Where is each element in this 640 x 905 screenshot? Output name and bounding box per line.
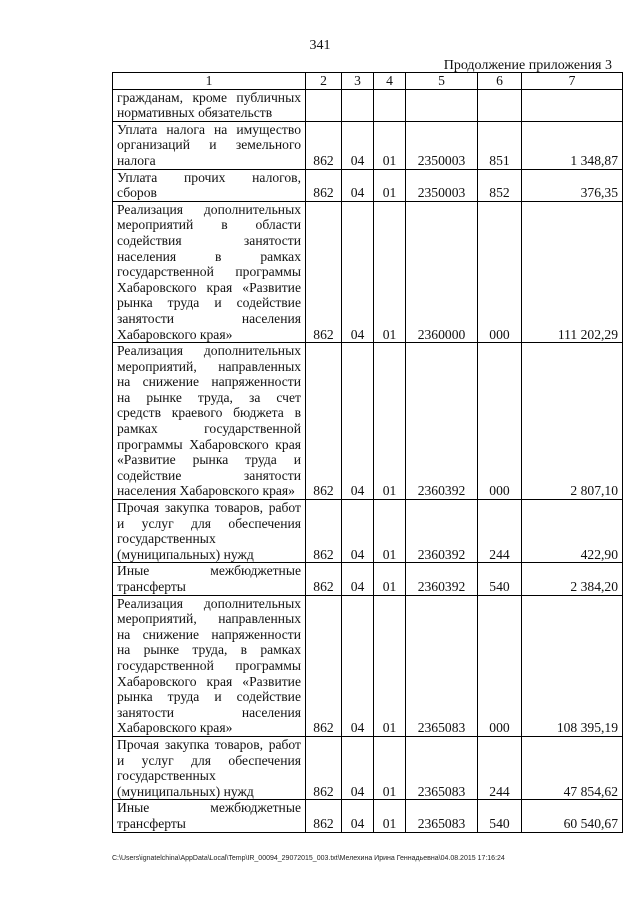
row-ministry-code: 862 bbox=[306, 121, 342, 169]
row-subsection-code bbox=[374, 89, 406, 121]
row-ministry-code: 862 bbox=[306, 343, 342, 500]
row-name-line: занятости населения bbox=[117, 704, 301, 720]
row-ministry-code: 862 bbox=[306, 800, 342, 832]
row-name-line: трансферты bbox=[117, 815, 186, 831]
row-subsection-code: 01 bbox=[374, 500, 406, 563]
row-target-code: 2360000 bbox=[406, 201, 478, 342]
row-name-line: программы Хабаровского края bbox=[117, 436, 301, 452]
row-section-code: 04 bbox=[342, 736, 374, 799]
row-amount: 111 202,29 bbox=[522, 201, 623, 342]
row-name-line: на снижение напряженности bbox=[117, 626, 301, 642]
row-name-line: содействие занятости bbox=[117, 467, 301, 483]
row-target-code: 2360392 bbox=[406, 563, 478, 595]
row-name-line: занятости населения bbox=[117, 310, 301, 326]
row-expense-type: 244 bbox=[478, 500, 522, 563]
row-section-code: 04 bbox=[342, 343, 374, 500]
row-name-line: на рынке труда, за счет bbox=[117, 389, 301, 405]
row-name-cell bbox=[113, 563, 306, 595]
row-name-cell bbox=[113, 89, 306, 121]
row-subsection-code: 01 bbox=[374, 169, 406, 201]
row-section-code: 04 bbox=[342, 563, 374, 595]
row-section-code: 04 bbox=[342, 800, 374, 832]
budget-table bbox=[112, 72, 623, 833]
row-expense-type: 244 bbox=[478, 736, 522, 799]
row-amount: 376,35 bbox=[522, 169, 623, 201]
row-name-line: населения Хабаровского края» bbox=[117, 483, 295, 499]
header-col-4: 4 bbox=[374, 73, 406, 90]
row-name-line: государственной программы bbox=[117, 264, 301, 280]
row-name-line: и услуг для обеспечения bbox=[117, 752, 301, 768]
row-name-cell bbox=[113, 736, 306, 799]
row-expense-type: 000 bbox=[478, 595, 522, 736]
file-path-footer: C:\Users\ignatelchina\AppData\Local\Temp\IR_00094_29072015_003.txt\Мелехина Ирина Геннадьевна\04.08.2015 17:16:24 bbox=[112, 855, 505, 862]
row-name-line: Уплата прочих налогов, bbox=[117, 169, 301, 185]
table-row bbox=[113, 169, 623, 201]
row-target-code: 2365083 bbox=[406, 595, 478, 736]
row-ministry-code: 862 bbox=[306, 169, 342, 201]
row-section-code: 04 bbox=[342, 595, 374, 736]
row-section-code: 04 bbox=[342, 169, 374, 201]
header-col-7: 7 bbox=[522, 73, 623, 90]
table-row bbox=[113, 201, 623, 342]
row-subsection-code: 01 bbox=[374, 343, 406, 500]
row-name-line: Хабаровского края» bbox=[117, 326, 233, 342]
row-name-line: на рынке труда, в рамках bbox=[117, 642, 301, 658]
row-amount: 2 807,10 bbox=[522, 343, 623, 500]
row-ministry-code: 862 bbox=[306, 736, 342, 799]
row-name-cell bbox=[113, 500, 306, 563]
row-name-line: рынка труда и содействие bbox=[117, 689, 301, 705]
row-subsection-code: 01 bbox=[374, 121, 406, 169]
row-name-line: и услуг для обеспечения bbox=[117, 515, 301, 531]
row-subsection-code: 01 bbox=[374, 736, 406, 799]
row-name-cell bbox=[113, 201, 306, 342]
row-name-line: средств краевого бюджета в bbox=[117, 405, 301, 421]
row-name-line: государственных bbox=[117, 768, 216, 784]
row-name-line: населения в рамках bbox=[117, 248, 301, 264]
row-amount: 47 854,62 bbox=[522, 736, 623, 799]
row-expense-type: 851 bbox=[478, 121, 522, 169]
header-col-6: 6 bbox=[478, 73, 522, 90]
row-subsection-code: 01 bbox=[374, 563, 406, 595]
row-expense-type: 852 bbox=[478, 169, 522, 201]
row-expense-type: 540 bbox=[478, 563, 522, 595]
row-name-line: Реализация дополнительных bbox=[117, 343, 301, 359]
row-name-line: содействия занятости bbox=[117, 232, 301, 248]
row-name-cell bbox=[113, 595, 306, 736]
table-row bbox=[113, 800, 623, 832]
table-row bbox=[113, 500, 623, 563]
row-name-line: Прочая закупка товаров, работ bbox=[117, 500, 301, 516]
header-col-5: 5 bbox=[406, 73, 478, 90]
row-expense-type: 000 bbox=[478, 343, 522, 500]
row-ministry-code: 862 bbox=[306, 500, 342, 563]
row-name-line: государственной программы bbox=[117, 657, 301, 673]
row-ministry-code bbox=[306, 89, 342, 121]
row-name-line: нормативных обязательств bbox=[117, 105, 273, 121]
row-amount: 2 384,20 bbox=[522, 563, 623, 595]
table-row bbox=[113, 563, 623, 595]
row-target-code: 2360392 bbox=[406, 500, 478, 563]
table-row bbox=[113, 121, 623, 169]
row-section-code: 04 bbox=[342, 121, 374, 169]
row-name-line: (муниципальных) нужд bbox=[117, 546, 254, 562]
row-target-code: 2360392 bbox=[406, 343, 478, 500]
page-number: 341 bbox=[309, 38, 331, 53]
row-name-line: трансферты bbox=[117, 579, 186, 594]
row-expense-type: 540 bbox=[478, 800, 522, 832]
row-target-code: 2365083 bbox=[406, 736, 478, 799]
row-target-code: 2350003 bbox=[406, 169, 478, 201]
row-name-line: Уплата налога на имущество bbox=[117, 121, 301, 137]
row-name-line: Иные межбюджетные bbox=[117, 800, 301, 816]
row-name-line: мероприятий, направленных bbox=[117, 358, 301, 374]
row-ministry-code: 862 bbox=[306, 563, 342, 595]
row-name-line: Хабаровского края «Развитие bbox=[117, 279, 301, 295]
row-target-code: 2350003 bbox=[406, 121, 478, 169]
table-header-row bbox=[113, 73, 623, 90]
row-section-code: 04 bbox=[342, 500, 374, 563]
row-subsection-code: 01 bbox=[374, 800, 406, 832]
row-amount: 60 540,67 bbox=[522, 800, 623, 832]
header-col-1: 1 bbox=[113, 73, 306, 90]
header-col-3: 3 bbox=[342, 73, 374, 90]
row-name-line: рамках государственной bbox=[117, 421, 301, 437]
row-amount: 1 348,87 bbox=[522, 121, 623, 169]
row-ministry-code: 862 bbox=[306, 595, 342, 736]
table-row bbox=[113, 343, 623, 500]
table-row bbox=[113, 595, 623, 736]
row-name-line: организаций и земельного bbox=[117, 137, 301, 153]
row-amount bbox=[522, 89, 623, 121]
row-expense-type bbox=[478, 89, 522, 121]
row-name-line: (муниципальных) нужд bbox=[117, 783, 254, 799]
row-name-line: мероприятий, направленных bbox=[117, 611, 301, 627]
row-name-line: гражданам, кроме публичных bbox=[117, 89, 301, 105]
continuation-label: Продолжение приложения 3 bbox=[443, 58, 612, 73]
row-target-code bbox=[406, 89, 478, 121]
row-name-line: Прочая закупка товаров, работ bbox=[117, 736, 301, 752]
row-expense-type: 000 bbox=[478, 201, 522, 342]
row-name-line: Иные межбюджетные bbox=[117, 563, 301, 579]
row-subsection-code: 01 bbox=[374, 595, 406, 736]
row-name-line: «Развитие рынка труда и bbox=[117, 452, 301, 468]
row-name-line: мероприятий в области bbox=[117, 217, 301, 233]
table-row bbox=[113, 736, 623, 799]
row-section-code bbox=[342, 89, 374, 121]
row-target-code: 2365083 bbox=[406, 800, 478, 832]
row-name-line: Хабаровского края» bbox=[117, 720, 233, 736]
row-name-line: Реализация дополнительных bbox=[117, 595, 301, 611]
row-name-line: рынка труда и содействие bbox=[117, 295, 301, 311]
row-name-cell bbox=[113, 121, 306, 169]
row-name-cell bbox=[113, 800, 306, 832]
row-ministry-code: 862 bbox=[306, 201, 342, 342]
row-amount: 108 395,19 bbox=[522, 595, 623, 736]
row-subsection-code: 01 bbox=[374, 201, 406, 342]
row-name-line: Хабаровского края «Развитие bbox=[117, 673, 301, 689]
row-name-line: Реализация дополнительных bbox=[117, 201, 301, 217]
row-name-line: на снижение напряженности bbox=[117, 374, 301, 390]
row-name-line: государственных bbox=[117, 531, 216, 547]
row-name-line: налога bbox=[117, 152, 156, 168]
row-name-cell bbox=[113, 169, 306, 201]
row-section-code: 04 bbox=[342, 201, 374, 342]
table-row bbox=[113, 89, 623, 121]
row-name-line: сборов bbox=[117, 185, 157, 201]
row-amount: 422,90 bbox=[522, 500, 623, 563]
header-col-2: 2 bbox=[306, 73, 342, 90]
row-name-cell bbox=[113, 343, 306, 500]
